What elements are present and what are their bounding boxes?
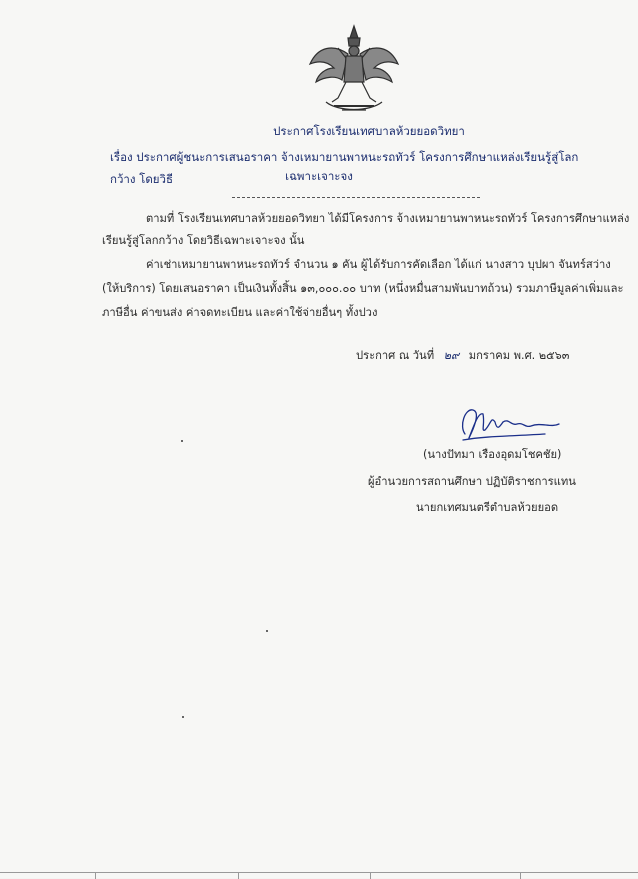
paragraph-1-line-2: เรียนรู้สู่โลกกว้าง โดยวิธีเฉพาะเจาะจง นั้น [102,234,305,247]
signatory-position-1: ผู้อำนวยการสถานศึกษา ปฏิบัติราชการแทน [368,475,576,488]
dashed-divider [232,197,480,198]
paragraph-2-line-2: (ให้บริการ) โดยเสนอราคา เป็นเงินทั้งสิ้น ๑๓,๐๐๐.๐๐ บาท (หนึ่งหมื่นสามพันบาทถ้วน) รวมภาษีมูลค่าเพิ่มและ [102,282,624,295]
subject-label: เรื่อง [110,150,133,164]
scan-speck [266,630,268,632]
date-month-year: มกราคม พ.ศ. ๒๕๖๓ [468,349,570,362]
date-prefix: ประกาศ ณ วันที่ [356,349,435,362]
paragraph-2-line-3: ภาษีอื่น ค่าขนส่ง ค่าจดทะเบียน และค่าใช้จ่ายอื่นๆ ทั้งปวง [102,306,378,319]
signatory-position-2: นายกเทศมนตรีตำบลห้วยยอด [416,501,559,514]
garuda-emblem-icon [304,24,404,116]
paragraph-1-line-1: ตามที่ โรงเรียนเทศบาลห้วยยอดวิทยา ได้มีโครงการ จ้างเหมายานพาหนะรถทัวร์ โครงการศึกษาแหล่ง [146,212,630,225]
signatory-name: (นางปัทมา เรืองอุดมโชคชัย) [423,448,562,461]
paragraph-2-line-1: ค่าเช่าเหมายานพาหนะรถทัวร์ จำนวน ๑ คัน ผู้ได้รับการคัดเลือก ได้แก่ นางสาว บุปผา จันทร์สว่าง [146,258,611,271]
handwritten-signature [455,400,565,446]
date-day: ๒๙ [443,349,460,362]
subject-text: ประกาศผู้ชนะการเสนอราคา จ้างเหมายานพาหนะรถทัวร์ โครงการศึกษาแหล่งเรียนรู้สู่โลกกว้าง โดยวิธี [110,150,579,186]
announcement-date [356,346,569,364]
document-title: ประกาศโรงเรียนเทศบาลห้วยยอดวิทยา [273,124,465,138]
subject-continuation: เฉพาะเจาะจง [285,169,353,183]
scan-speck [182,716,184,718]
scan-speck [181,440,183,442]
